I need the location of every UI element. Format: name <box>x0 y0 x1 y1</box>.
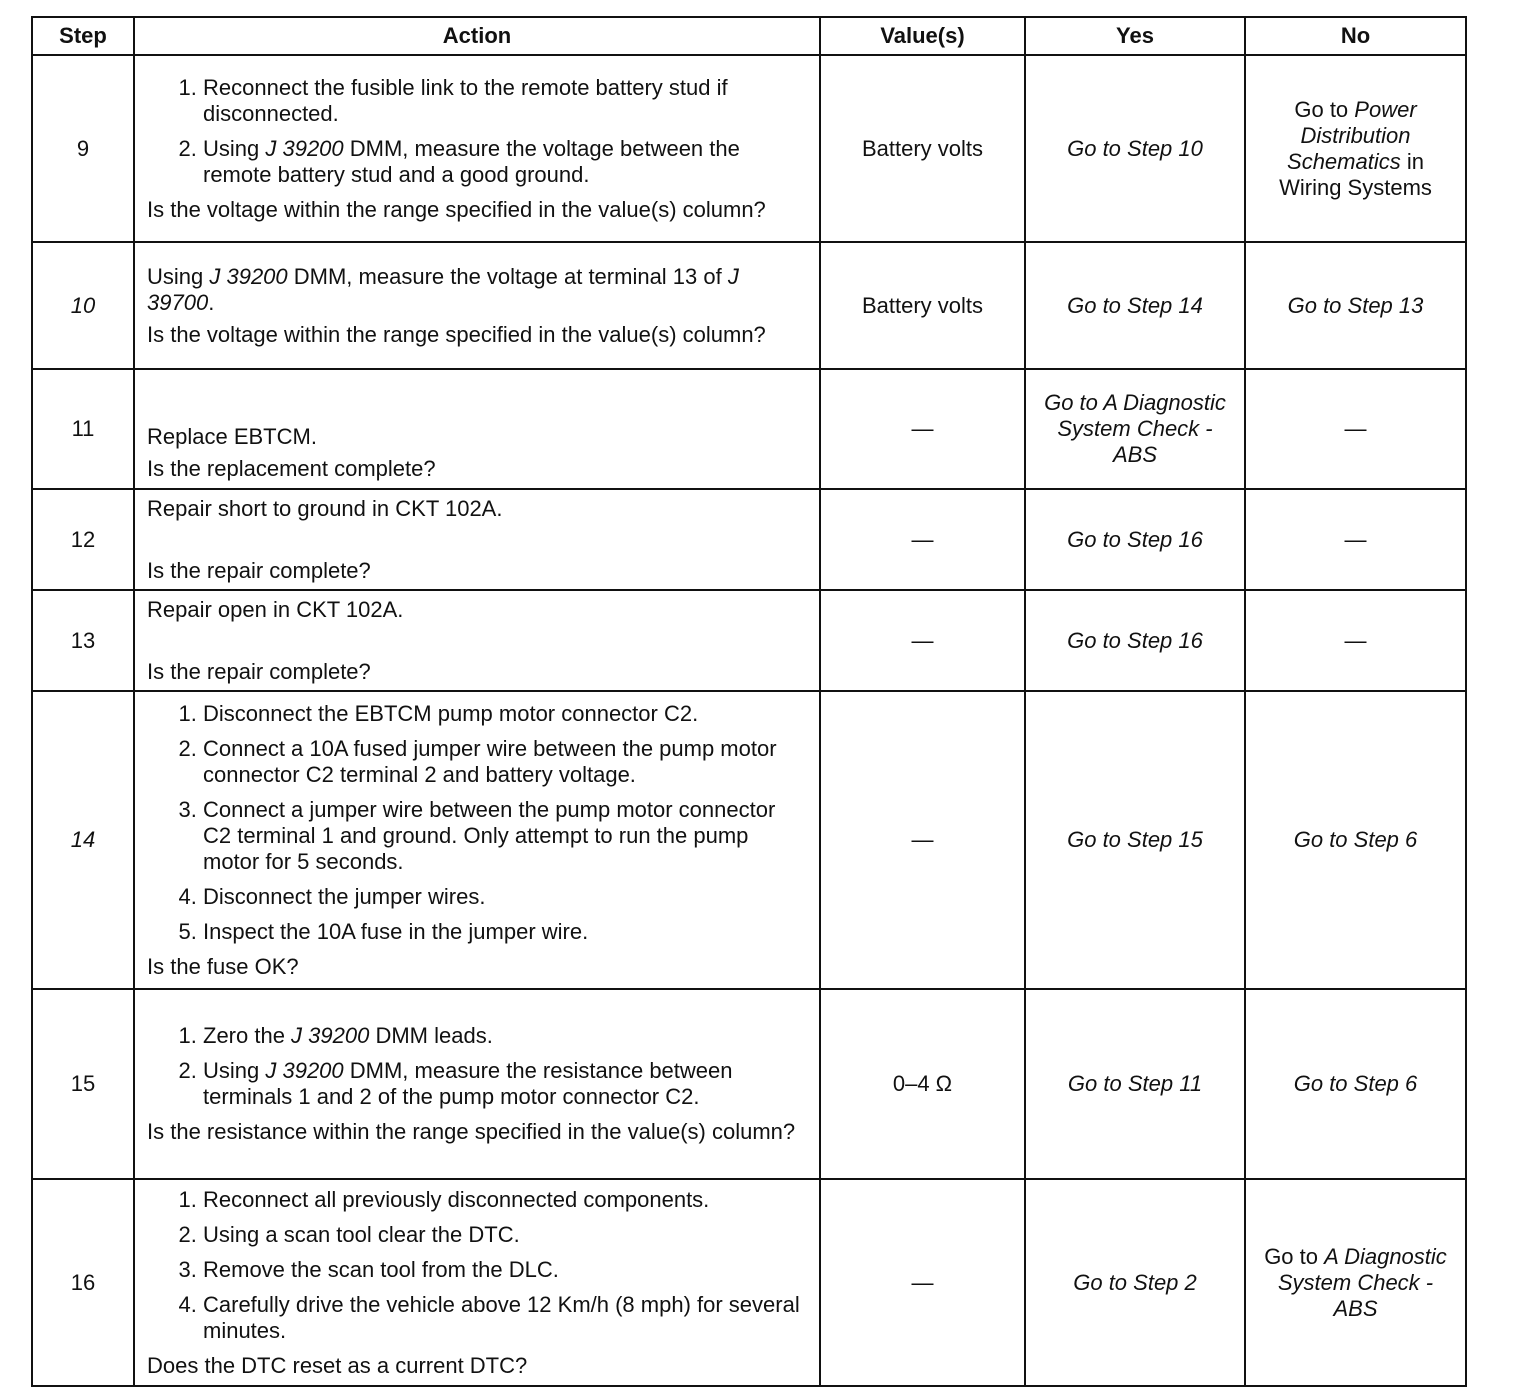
table-row-step-15 <box>32 989 1466 1179</box>
step-number: 9 <box>32 55 134 242</box>
header-values: Value(s) <box>820 17 1025 55</box>
step-number: 10 <box>32 242 134 369</box>
value-cell: — <box>820 691 1025 989</box>
no-cell: Go to Power Distribution Schematics in Wiring Systems <box>1245 55 1466 242</box>
action-cell <box>134 590 820 691</box>
step-number: 11 <box>32 369 134 489</box>
header-no: No <box>1245 17 1466 55</box>
yes-cell: Go to A Diagnostic System Check - ABS <box>1025 369 1245 489</box>
no-cell: — <box>1245 369 1466 489</box>
action-step: 2. Using J 39200 DMM, measure the voltage between the remote battery stud and a good ground. <box>203 136 807 188</box>
action-question: Does the DTC reset as a current DTC? <box>147 1352 528 1378</box>
action-step: 5. Inspect the 10A fuse in the jumper wire. <box>203 919 807 945</box>
yes-cell: Go to Step 2 <box>1025 1179 1245 1386</box>
no-cell: Go to Step 6 <box>1245 691 1466 989</box>
action-steps <box>147 75 807 188</box>
value-cell: 0–4 Ω <box>820 989 1025 1179</box>
action-step: 1. Reconnect all previously disconnected components. <box>203 1187 807 1213</box>
table-row-step-14 <box>32 691 1466 989</box>
step-number: 15 <box>32 989 134 1179</box>
action-step: 3. Connect a jumper wire between the pump motor connector C2 terminal 1 and ground. Only attempt to run the pump motor for 5 seconds. <box>203 797 807 875</box>
no-cell: — <box>1245 590 1466 691</box>
value-cell: — <box>820 1179 1025 1386</box>
diagnostic-table <box>31 16 1467 1387</box>
action-question: Is the voltage within the range specified in the value(s) column? <box>147 321 766 347</box>
table-row-step-10 <box>32 242 1466 369</box>
action-text: Replace EBTCM. <box>147 424 317 449</box>
action-step: 2. Connect a 10A fused jumper wire between the pump motor connector C2 terminal 2 and battery voltage. <box>203 736 807 788</box>
no-cell: Go to A Diagnostic System Check - ABS <box>1245 1179 1466 1386</box>
action-step: 1. Zero the J 39200 DMM leads. <box>203 1023 807 1049</box>
action-text: Using J 39200 DMM, measure the voltage at terminal 13 of J 39700. <box>147 263 739 315</box>
action-step: 4. Disconnect the jumper wires. <box>203 884 807 910</box>
header-step: Step <box>32 17 134 55</box>
header-action: Action <box>134 17 820 55</box>
step-number: 14 <box>32 691 134 989</box>
yes-cell: Go to Step 14 <box>1025 242 1245 369</box>
action-cell <box>134 691 820 989</box>
step-number: 16 <box>32 1179 134 1386</box>
action-cell <box>134 369 820 489</box>
step-number: 13 <box>32 590 134 691</box>
action-steps <box>147 1023 807 1110</box>
value-cell: — <box>820 489 1025 590</box>
value-cell: — <box>820 590 1025 691</box>
action-step: 2. Using J 39200 DMM, measure the resistance between terminals 1 and 2 of the pump motor connector C2. <box>203 1058 807 1110</box>
yes-cell: Go to Step 11 <box>1025 989 1245 1179</box>
action-text: Repair short to ground in CKT 102A. <box>147 495 503 521</box>
action-question: Is the repair complete? <box>147 557 371 583</box>
action-cell <box>134 989 820 1179</box>
step-number: 12 <box>32 489 134 590</box>
action-question: Is the voltage within the range specified in the value(s) column? <box>147 196 766 222</box>
value-cell: Battery volts <box>820 55 1025 242</box>
table-row-step-16 <box>32 1179 1466 1386</box>
yes-cell: Go to Step 10 <box>1025 55 1245 242</box>
action-cell <box>134 1179 820 1386</box>
action-step: 4. Carefully drive the vehicle above 12 Km/h (8 mph) for several minutes. <box>203 1292 807 1344</box>
action-step: 1. Reconnect the fusible link to the remote battery stud if disconnected. <box>203 75 807 127</box>
header-yes: Yes <box>1025 17 1245 55</box>
action-step: 1. Disconnect the EBTCM pump motor connector C2. <box>203 701 807 727</box>
action-cell <box>134 489 820 590</box>
no-cell: Go to Step 6 <box>1245 989 1466 1179</box>
table-row-step-12 <box>32 489 1466 590</box>
action-question: Is the fuse OK? <box>147 953 299 979</box>
action-cell <box>134 55 820 242</box>
action-question: Is the replacement complete? <box>147 456 436 481</box>
action-question: Is the resistance within the range specified in the value(s) column? <box>147 1119 796 1144</box>
yes-cell: Go to Step 15 <box>1025 691 1245 989</box>
action-steps <box>147 701 807 945</box>
value-cell: — <box>820 369 1025 489</box>
no-cell: — <box>1245 489 1466 590</box>
action-question: Is the repair complete? <box>147 658 371 684</box>
table-row-step-13 <box>32 590 1466 691</box>
action-cell <box>134 242 820 369</box>
action-step: 2. Using a scan tool clear the DTC. <box>203 1222 807 1248</box>
action-text: Repair open in CKT 102A. <box>147 596 404 622</box>
action-steps <box>147 1187 807 1344</box>
no-cell: Go to Step 13 <box>1245 242 1466 369</box>
table-row-step-11 <box>32 369 1466 489</box>
yes-cell: Go to Step 16 <box>1025 590 1245 691</box>
yes-cell: Go to Step 16 <box>1025 489 1245 590</box>
value-cell: Battery volts <box>820 242 1025 369</box>
action-step: 3. Remove the scan tool from the DLC. <box>203 1257 807 1283</box>
header-row <box>32 17 1466 55</box>
table-row-step-9 <box>32 55 1466 242</box>
